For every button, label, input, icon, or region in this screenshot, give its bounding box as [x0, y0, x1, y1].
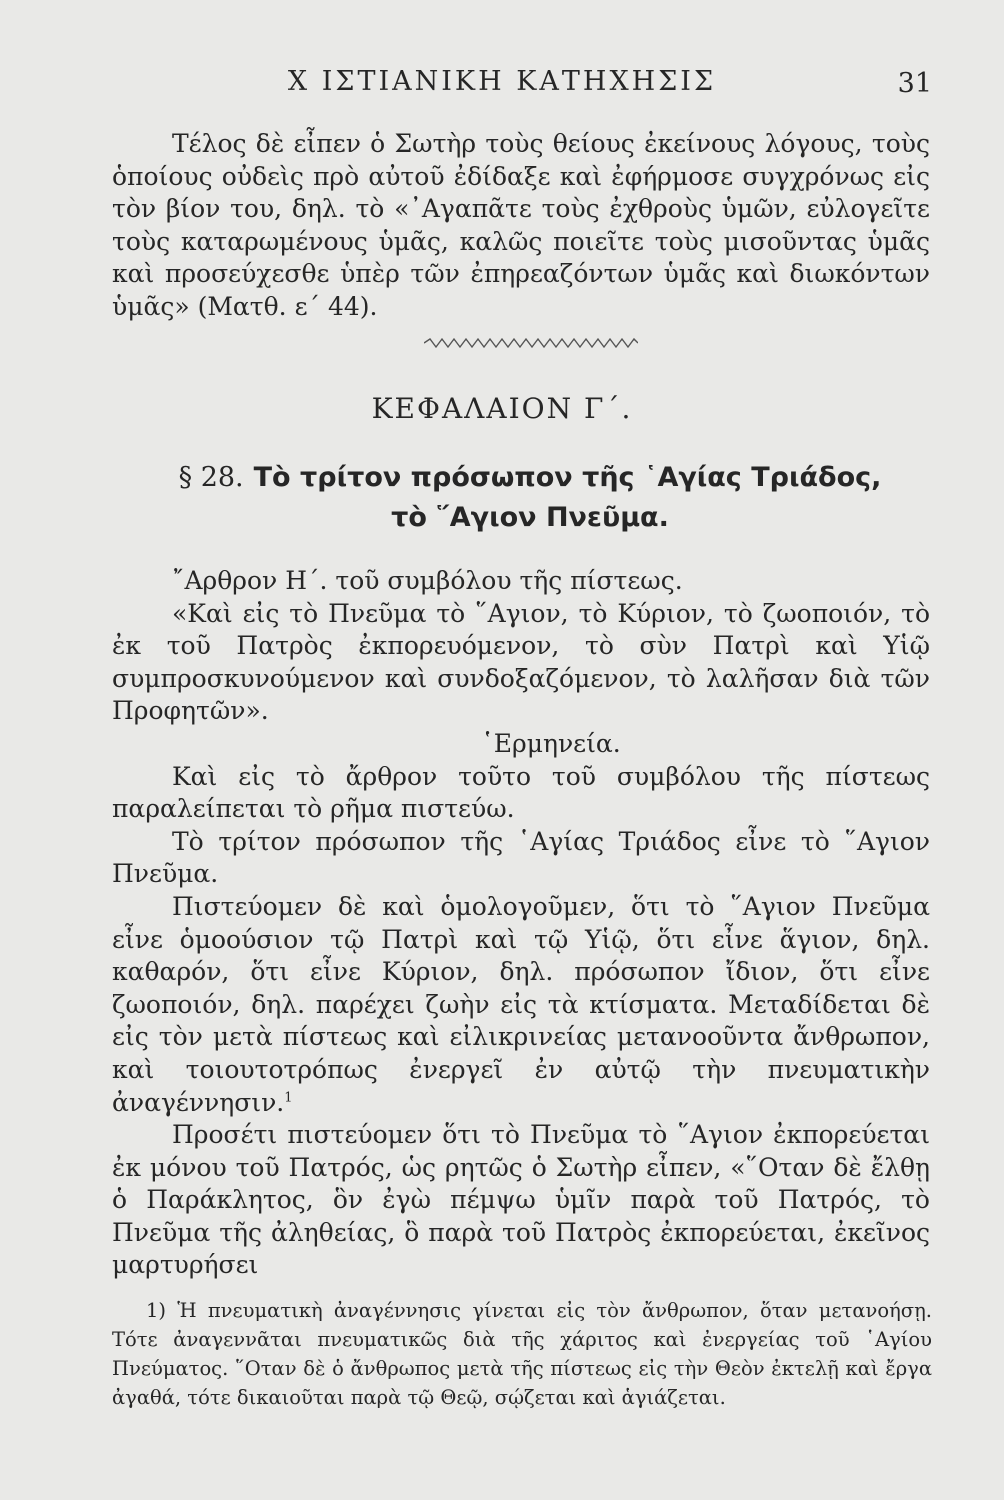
article-text: «Καὶ εἰς τὸ Πνεῦμα τὸ ῞Αγιον, τὸ Κύριον, τὸ ζωοποιόν, τὸ ἐκ τοῦ Πατρὸς ἐκπορευόμενον, τὸ σὺν Πατρὶ καὶ Υἱῷ συμπροσκυνούμενον καὶ συνδοξαζόμενον, τὸ λαλῆσαν διὰ τῶν Προφητῶν». — [112, 598, 930, 726]
intro-block — [112, 128, 930, 324]
section-title-line-2: τὸ ῞Αγιον Πνεῦμα. — [391, 502, 669, 533]
paragraph-text: Πιστεύομεν δὲ καὶ ὁμολογοῦμεν, ὅτι τὸ ῞Αγιον Πνεῦμα εἶνε ὁμοούσιον τῷ Πατρὶ καὶ τῷ Υἱῷ, ὅτι εἶνε ἅγιον, δηλ. καθαρόν, ὅτι εἶνε Κύριον, δηλ. πρόσωπον ἴδιον, ὅτι εἶνε ζωοποιόν, δηλ. παρέχει ζωὴν εἰς τὰ κτίσματα. Μεταδίδεται δὲ εἰς τὸν μετὰ πίστεως καὶ εἰλικρινείας μετανοοῦντα ἄνθρωπον, καὶ τοιουτοτρόπως ἐνεργεῖ ἐν αὐτῷ τὴν πνευματικὴν ἀναγέννησιν. — [112, 891, 930, 1117]
body-text — [112, 565, 930, 1282]
section-title-line-1 — [160, 458, 900, 498]
section-title-text: Τὸ τρίτον πρόσωπον τῆς ῾Αγίας Τριάδος, — [253, 462, 882, 493]
page-number: 31 — [897, 68, 932, 99]
chapter-heading: ΚΕΦΑΛΑΙΟΝ Γ΄. — [371, 392, 633, 425]
paragraph: Καὶ εἰς τὸ ἄρθρον τοῦτο τοῦ συμβόλου τῆς πίστεως παραλείπεται τὸ ρῆμα πιστεύω. — [112, 761, 930, 824]
running-title: Χ ΙΣΤΙΑΝΙΚΗ ΚΑΤΗΧΗΣΙΣ — [287, 66, 717, 97]
paragraph: Τὸ τρίτον πρόσωπον τῆς ῾Αγίας Τριάδος εἶνε τὸ ῞Αγιον Πνεῦμα. — [112, 826, 930, 889]
paragraph: Προσέτι πιστεύομεν ὅτι τὸ Πνεῦμα τὸ ῞Αγιον ἐκπορεύεται ἐκ μόνου τοῦ Πατρός, ὡς ρητῶς ὁ Σωτὴρ εἶπεν, «῞Οταν δὲ ἔλθῃ ὁ Παράκλητος, ὃν ἐγὼ πέμψω ὑμῖν παρὰ τοῦ Πατρός, τὸ Πνεῦμα τῆς ἀληθείας, ὃ παρὰ τοῦ Πατρὸς ἐκπορεύεται, ἐκεῖνος μαρτυρήσει — [112, 1120, 930, 1280]
footnote-block — [112, 1296, 932, 1412]
article-label: ῎Αρθρον Η΄. τοῦ συμβόλου τῆς πίστεως. — [172, 566, 683, 595]
section-symbol: § 28. — [178, 462, 244, 493]
footnote: 1) Ἡ πνευματικὴ ἀναγέννησις γίνεται εἰς τὸν ἄνθρωπον, ὅταν μετανοήσῃ. Τότε ἀναγεννᾶται πνευματικῶς διὰ τῆς χάριτος καὶ ἐνεργείας τοῦ ῾Αγίου Πνεύματος. ῞Οταν δὲ ὁ ἄνθρωπος μετὰ τῆς πίστεως εἰς τὴν Θεὸν ἐκτελῇ καὶ ἔργα ἀγαθά, τότε δικαιοῦται παρὰ τῷ Θεῷ, σῴζεται καὶ ἁγιάζεται. — [112, 1299, 932, 1409]
section-heading — [160, 458, 900, 538]
interpretation-heading: ῾Ερμηνεία. — [481, 728, 621, 758]
ornamental-divider — [424, 336, 638, 350]
intro-paragraph: Τέλος δὲ εἶπεν ὁ Σωτὴρ τοὺς θείους ἐκείνους λόγους, τοὺς ὁποίους οὐδεὶς πρὸ αὐτοῦ ἐδίδαξε καὶ ἐφήρμοσε συγχρόνως εἰς τὸν βίον του, δηλ. τὸ «᾿Αγαπᾶτε τοὺς ἐχθροὺς ὑμῶν, εὐλογεῖτε τοὺς καταρωμένους ὑμᾶς, καλῶς ποιεῖτε τοὺς μισοῦντας ὑμᾶς καὶ προσεύχεσθε ὑπὲρ τῶν ἐπηρεαζόντων ὑμᾶς καὶ διωκόντων ὑμᾶς» (Ματθ. ε΄ 44). — [112, 129, 930, 321]
footnote-marker: 1 — [284, 1090, 293, 1106]
paragraph — [112, 891, 930, 1119]
